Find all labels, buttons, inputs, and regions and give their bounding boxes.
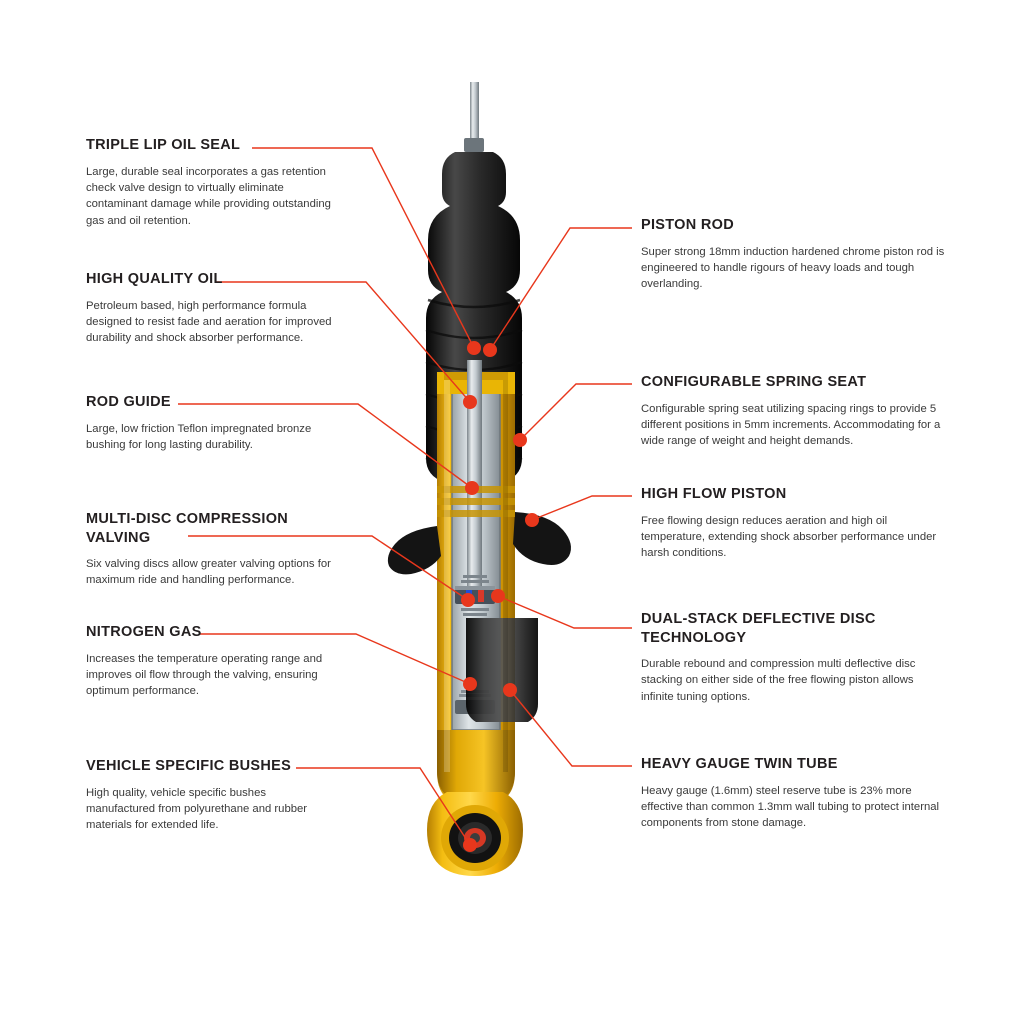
callout-body: Large, low friction Teflon impregnated bronze bushing for long lasting durability.: [86, 422, 312, 451]
callout-multi-disc-compression-valving: [86, 510, 334, 589]
high-flow-piston: [455, 588, 495, 604]
rod-nut: [464, 138, 484, 152]
callout-title: HIGH QUALITY OIL: [86, 271, 223, 287]
callout-body: Heavy gauge (1.6mm) steel reserve tube is 23% more effective than common 1.3mm wall tubing to protect internal components from stone damage.: [641, 784, 940, 830]
callout-title: VEHICLE SPECIFIC BUSHES: [86, 758, 292, 774]
callout-body: High quality, vehicle specific bushes manufactured from polyurethane and rubber materials for extended life.: [86, 786, 308, 832]
callout-nitrogen-gas: [86, 623, 326, 700]
callout-body: Large, durable seal incorporates a gas retention check valve design to virtually eliminate contaminant damage while providing outstanding gas and oil retention.: [86, 165, 331, 227]
lower-black-sleeve: [466, 618, 538, 722]
callout-dual-stack-deflective-disc-technology: [641, 610, 949, 705]
callout-body: Durable rebound and compression multi deflective disc stacking on either side of the free flowing piston allows infinite tuning options.: [641, 658, 916, 703]
callout-title: ROD GUIDE: [86, 394, 171, 410]
piston-rod: [467, 360, 482, 592]
spring-seat-left: [388, 526, 441, 574]
vehicle-specific-bush: [427, 792, 523, 876]
callout-high-quality-oil: [86, 270, 334, 347]
callout-title: HIGH FLOW PISTON: [641, 486, 787, 502]
callout-title: CONFIGURABLE SPRING SEAT: [641, 374, 867, 390]
callout-title: DUAL-STACK DEFLECTIVE DISC TECHNOLOGY: [641, 611, 876, 646]
callout-heavy-gauge-twin-tube: [641, 755, 949, 832]
callout-body: Petroleum based, high performance formula designed to resist fade and aeration for improved durability and shock absorber performance.: [86, 299, 332, 345]
callout-title: PISTON ROD: [641, 217, 734, 233]
callout-high-flow-piston: [641, 485, 949, 562]
callout-configurable-spring-seat: [641, 373, 949, 450]
callout-title: NITROGEN GAS: [86, 624, 202, 640]
callout-vehicle-specific-bushes: [86, 757, 334, 834]
callout-body: Increases the temperature operating range and improves oil flow through the valving, ensuring optimum performance.: [86, 652, 323, 698]
spring-seat-right: [513, 512, 571, 565]
callout-body: Six valving discs allow greater valving options for maximum ride and handling performance.: [86, 558, 331, 587]
callout-body: Configurable spring seat utilizing spacing rings to provide 5 different positions in 5mm increments. Accommodating for a wide range of weight and height demands.: [641, 402, 941, 448]
callout-body: Super strong 18mm induction hardened chrome piston rod is engineered to handle rigours of heavy loads and tough overlanding.: [641, 245, 945, 291]
callout-triple-lip-oil-seal: [86, 136, 334, 229]
callout-title: MULTI-DISC COMPRESSION VALVING: [86, 511, 289, 546]
callout-title: TRIPLE LIP OIL SEAL: [86, 137, 241, 153]
callout-piston-rod: [641, 216, 949, 293]
piston-band: [466, 590, 472, 602]
callout-body: Free flowing design reduces aeration and high oil temperature, extending shock absorber performance under harsh conditions.: [641, 514, 937, 560]
callout-rod-guide: [86, 393, 326, 453]
rod-tip: [470, 82, 479, 144]
callout-title: HEAVY GAUGE TWIN TUBE: [641, 756, 838, 772]
